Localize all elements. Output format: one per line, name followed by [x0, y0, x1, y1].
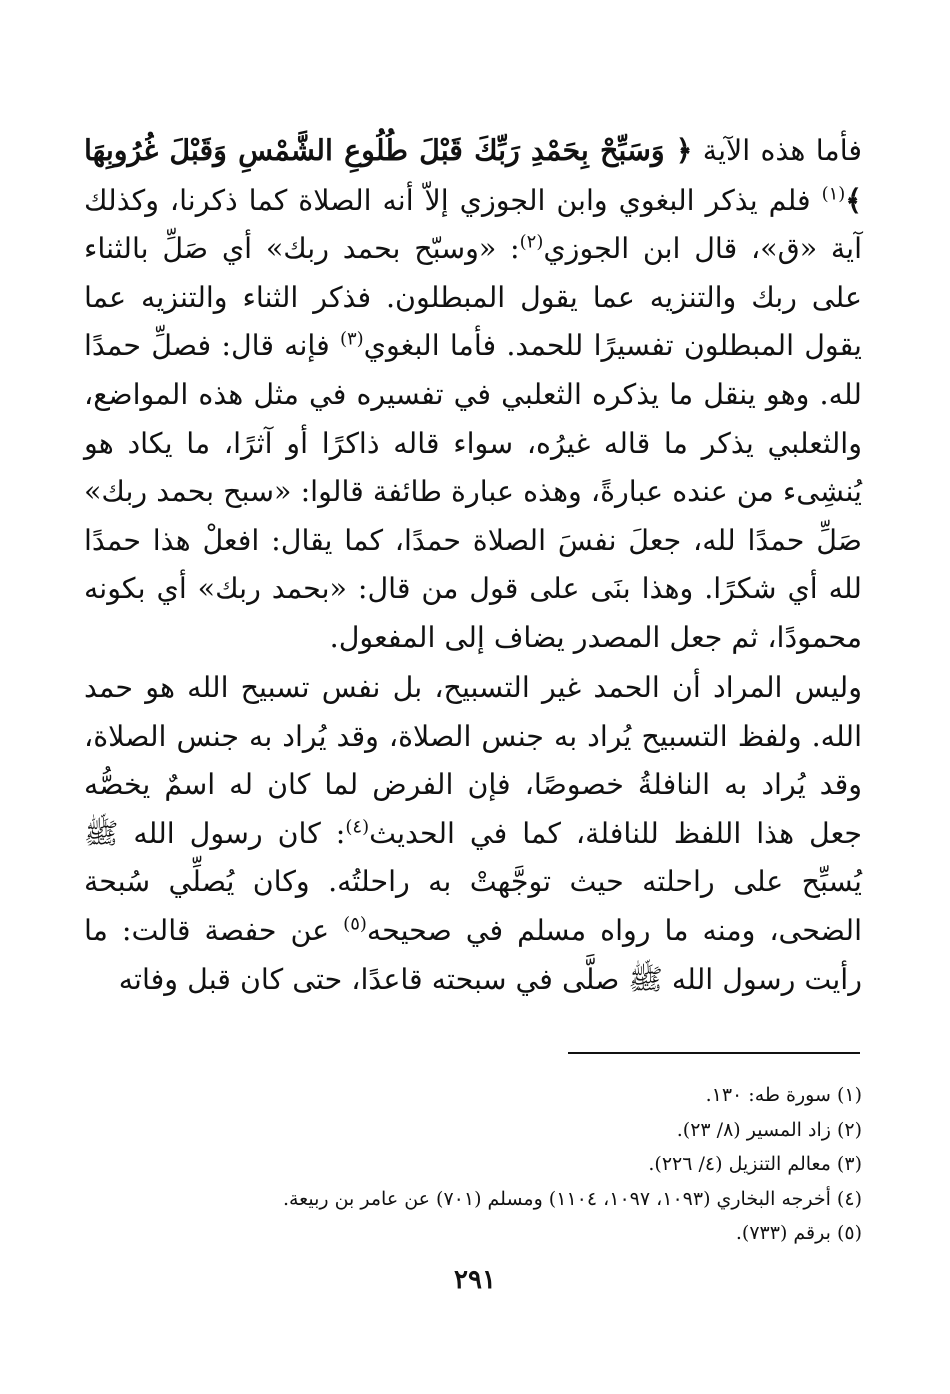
footnote-marker-4: (٤): [345, 816, 370, 838]
footnote-marker-1: (١): [821, 183, 846, 205]
footnotes-list: [62, 1078, 862, 1251]
footnote-3: (٣) معالم التنزيل (٤/ ٢٢٦).: [648, 1153, 862, 1175]
text-segment: : كان رسول الله ﷺ يُسبِّح على راحلته حيث توجَّهتْ به راحلتُه. وكان يُصلِّي سُبحة الضحى، ومنه ما رواه مسلم في صحيحه: [84, 816, 863, 947]
footnote-marker-3: (٣): [339, 328, 364, 350]
body-paragraph-2: [84, 664, 862, 1004]
footnote-separator: [568, 1052, 860, 1054]
text-segment: : «وسبّح بحمد ربك» أي صَلِّ بالثناء على ربك والتنزيه عما يقول المبطلون. فذكر الثناء والتنزيه عما يقول المبطلون تفسيرًا للحمد. فأما البغوي: [84, 232, 862, 363]
text-segment: وليس المراد أن الحمد غير التسبيح، بل نفس تسبيح الله هو حمد الله. ولفظ التسبيح يُراد به جنس الصلاة، وقد يُراد به جنس الصلاة، وقد يُراد به النافلةُ خصوصًا، فإن الفرض لما كان له اسمٌ يخصُّه جعل هذا اللفظ للنافلة، كما في الحديث: [84, 671, 862, 850]
footnote-2: (٢) زاد المسير (٨/ ٢٣).: [676, 1118, 862, 1141]
text-segment: فإنه قال: فصلِّ حمدًا لله. وهو ينقل ما يذكره الثعلبي في تفسيره في مثل هذه المواضع، والثعلبي يذكر ما قاله غيرُه، سواء قاله ذاكرًا أو آثرًا، ما يكاد هو يُنشِىء من عنده عبارةً، وهذه عبارة طائفة قالوا: «سبح بحمد ربك» صَلِّ حمدًا لله، جعلَ نفسَ الصلاة حمدًا، كما يقال: افعلْ هذا حمدًا لله أي شكرًا. وهذا بنَى على قول من قال: «بحمد ربك» أي بكونه محمودًا، ثم جعل المصدر يضاف إلى المفعول.: [84, 329, 862, 654]
quran-verse: ﴿ وَسَبِّحْ بِحَمْدِ رَبِّكَ قَبْلَ طُلُوعِ الشَّمْسِ وَقَبْلَ غُرُوبِهَا ﴾: [84, 133, 862, 217]
footnote-5: (٥) برقم (٧٣٣).: [735, 1222, 862, 1244]
text-segment: فلم يذكر البغوي وابن الجوزي إلاّ أنه الصلاة كما ذكرنا، وكذلك آية «ق»، قال ابن الجوزي: [84, 183, 863, 266]
body-paragraph-1: [84, 126, 862, 663]
text-segment: فأما هذه الآية: [692, 134, 862, 167]
page-number: ٢٩١: [454, 1265, 496, 1295]
footnote-marker-5: (٥): [343, 913, 367, 935]
text-segment: عن حفصة قالت: ما رأيت رسول الله ﷺ صلَّى في سبحته قاعدًا، حتى كان قبل وفاته: [84, 913, 862, 996]
footnote-marker-2: (٢): [519, 231, 544, 253]
footnote-1: (١) سورة طه: ١٣٠.: [705, 1084, 862, 1106]
footnote-4: (٤) أخرجه البخاري (١٠٩٣، ١٠٩٧، ١١٠٤) ومسلم (٧٠١) عن عامر بن ربيعة.: [282, 1187, 862, 1210]
